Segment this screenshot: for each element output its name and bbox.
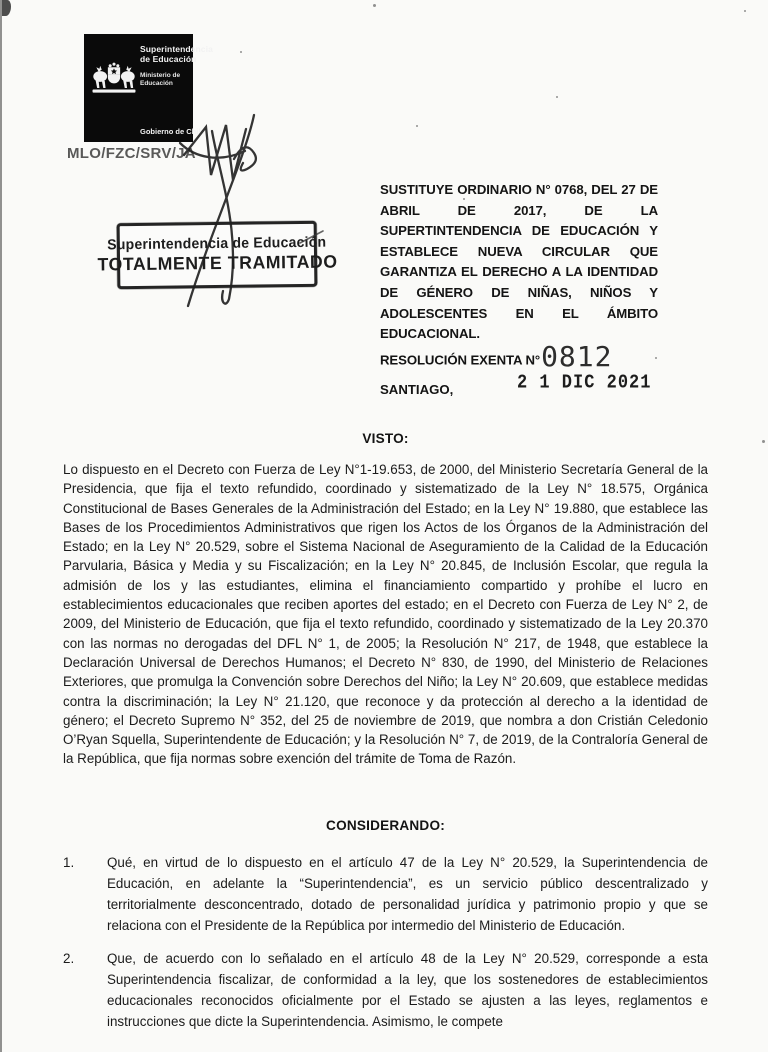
considerando-item-2 xyxy=(63,948,708,1032)
resolution-number-stamp: 0812 xyxy=(541,340,613,373)
date-stamp: 2 1 DIC 2021 xyxy=(517,372,652,395)
scan-corner-mark xyxy=(2,0,11,16)
logo-org-name: Superintendencia de Educación xyxy=(140,44,213,64)
scan-speck xyxy=(556,96,558,98)
resolution-subject: SUSTITUYE ORDINARIO N° 0768, DEL 27 DE ABRIL DE 2017, DE LA SUPERTINTENDENCIA DE EDUCACIÓN Y ESTABLECE NUEVA CIRCULAR QUE GARANTIZA EL DERECHO A LA IDENTIDAD DE GÉNERO DE NIÑAS, NIÑOS Y ADOLESCENTES EN EL ÁMBITO EDUCACIONAL. xyxy=(380,182,658,342)
scan-edge xyxy=(0,0,2,1052)
considerando-items xyxy=(63,852,708,1032)
visto-title: VISTO: xyxy=(362,431,409,446)
city-label: SANTIAGO, xyxy=(380,382,454,397)
scan-speck xyxy=(240,51,242,53)
scan-speck xyxy=(373,4,376,7)
scan-speck xyxy=(655,357,657,359)
scan-speck xyxy=(762,440,765,443)
logo-government-name: Gobierno de Chile xyxy=(140,127,205,136)
item-number: 1. xyxy=(63,855,75,870)
responsibility-initials: MLO/FZC/SRV/JA xyxy=(67,145,196,162)
visto-body: Lo dispuesto en el Decreto con Fuerza de Ley N°1-19.653, de 2000, del Ministerio Secretaría General de la Presidencia, que fija el texto refundido, coordinado y sistematizado de la Ley N° 18.575, Orgánica Constitucional de Bases Generales de la Administración del Estado; en la Ley N° 19.880, que establece las Bases de los Procedimientos Administrativos que rigen los Actos de los Órganos de la Administración del Estado; en la Ley N° 20.529, sobre el Sistema Nacional de Aseguramiento de la Calidad de la Educación Parvularia, Básica y Media y su Fiscalización; en la Ley N° 20.845, de Inclusión Escolar, que regula la admisión de los y las estudiantes, elimina el financiamiento compartido y prohíbe el lucro en establecimientos educacionales que reciben aportes del estado; en el Decreto con Fuerza de Ley N° 2, de 2009, del Ministerio de Educación, que fija el texto refundido, coordinado y sistematizado de la Ley 20.370 con las normas no derogadas del DFL N° 1, de 2005; la Resolución N° 217, de 1948, que establece la Declaración Universal de Derechos Humanos; el Decreto N° 830, de 1990, del Ministerio de Relaciones Exteriores, que promulga la Convención sobre Derechos del Niño; la Ley N° 20.609, que establece medidas contra la discriminación; la Ley N° 21.120, que reconoce y da protección al derecho a la identidad de género; el Decreto Supremo N° 352, del 25 de noviembre de 2019, que nombra a don Cristián Celedonio O’Ryan Squella, Superintendente de Educación; y la Resolución N° 7, de 2019, de la Contraloría General de la República, que fija normas sobre exención del trámite de Toma de Razón. xyxy=(63,462,708,767)
signature-scribble xyxy=(150,103,295,318)
coat-of-arms-icon xyxy=(91,56,137,100)
considerando-title: CONSIDERANDO: xyxy=(326,818,445,833)
logo-ministry-name: Ministerio de Educación xyxy=(140,72,181,87)
resolution-label: RESOLUCIÓN EXENTA N° xyxy=(380,352,541,368)
item-number: 2. xyxy=(63,951,75,966)
scan-speck xyxy=(416,125,418,127)
stamp-org-line: Superintendencia de Educación xyxy=(107,234,327,254)
scan-speck xyxy=(744,10,746,12)
considerando-item-1 xyxy=(63,852,708,936)
item-text: Qué, en virtud de lo dispuesto en el artículo 47 de la Ley N° 20.529, la Superintendencia de Educación, en adelante la “Superintendencia”, es un servicio público descentralizado y territorialmente desconcentrado, dotado de personalidad jurídica y patrimonio propio y que se relaciona con el Presidente de la República por intermedio del Ministerio de Educación. xyxy=(107,855,708,933)
item-text: Que, de acuerdo con lo señalado en el artículo 48 de la Ley N° 20.529, corresponde a esta Superintendencia fiscalizar, de conformidad a la ley, que los sostenedores de establecimientos educacionales reconocidos oficialmente por el Estado se ajusten a las leyes, reglamentos e instrucciones que dicte la Superintendencia. Asimismo, le compete xyxy=(107,951,708,1029)
pen-mark xyxy=(298,226,326,248)
stamp-status-line: TOTALMENTE TRAMITADO xyxy=(96,251,338,275)
